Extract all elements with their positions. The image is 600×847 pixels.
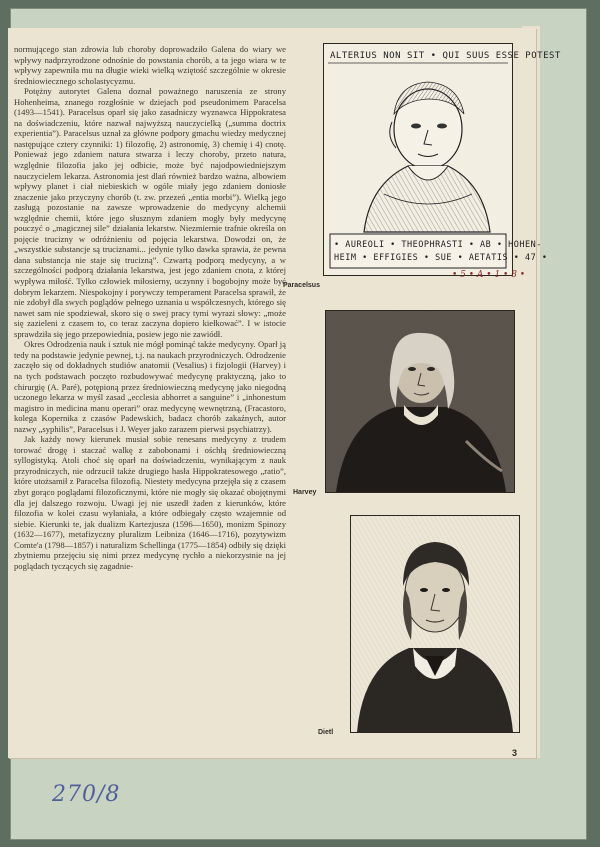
handwritten-inventory-number: 270/8 <box>52 782 121 807</box>
paracelsus-bottom-inscription-1: • AUREOLI • THEOPHRASTI • AB • HOHEN- <box>334 240 542 250</box>
paracelsus-date-mark: • 5 • A • 1 • 8 • <box>452 270 526 280</box>
article-paragraph: Jak każdy nowy kierunek musiał sobie renesans medycyny z trudem torować drogę i staczać walkę z zabobonami i ośchłą średniowieczną syllogistyką. Atoli choć się oparł na doświadczeniu, wynikającym z nauk przyrodniczych, nie odrzucił także drugiego hasła Hippokratesowego „ratio”, które utożsamił z Paracelsa filozofią. Niestety medycyna przejęła się z czasem zbyt gorąco poglądami filozoficznymi, które nie mogły się okazać obojętnymi dla jej dalszego rozwoju. Uwagi jej nie uszedł żaden z kierunków, które filozofia w kolei czasu wyłaniała, a które odbiegały często wzajemnie od siebie. Kierunki te, jak dualizm Kartezjusza (1596—1650), monizm Spinozy (1632—1677), metafizyczny pluralizm Leibniza (1646—1716), pozytywizm Comte'a (1798—1857) i naturalizm Schellinga (1775—1854) odbiły się dzięki zbytniemu przejęciu się nimi przez medycynę rychło a niekorzystnie na jej poglądach tyczących się zagadnie- <box>14 434 286 571</box>
paracelsus-caption: Paracelsus <box>283 282 320 289</box>
paracelsus-bottom-inscription-2: HEIM • EFFIGIES • SUE • AETATIS • 47 • <box>334 253 548 263</box>
article-paragraph: Okres Odrodzenia nauk i sztuk nie mógł pominąć także medycyny. Oparł ją tedy na podstawie jedynie pewnej, t.j. na naukach przyrodniczych. Odrodzenie zaczęło się od dokładnych studiów anatomii (Vesalius) i fizjologii (Harvey) i na tych podstawach poczęto rozbudowywać medycynę praktyczną, jako to chirurgię (A. Paré), potępioną przez średniowieczną medycynę jako niegodną uczonego lekarza w myśl zasad „ecclesia abhorret a sanguine” i „inhonestum magistro in medicina manu operari” oraz medycynę wewnętrzną, (Fracastoro, kolega Kopernika z czasów Padewskich, badacz chorób zakaźnych, autor nazwy „syphilis”, Paracelsus i J. Weyer jako zarazem pierwsi psychiatrzy). <box>14 339 286 434</box>
page-number: 3 <box>512 748 518 758</box>
dietl-engraving <box>351 516 519 732</box>
harvey-portrait <box>325 310 515 493</box>
article-column <box>14 44 286 748</box>
article-paragraph: normującego stan zdrowia lub choroby doprowadziło Galena do wiary we wpływy nadprzyrodzone odnośnie do powstania chorób, a ta jego wiara w te wpływy zapewniła mu na długie wieki wielką wziętość szczególnie w okresie średniowiecznego scholastycyzmu. <box>14 44 286 86</box>
dietl-portrait <box>350 515 520 733</box>
harvey-caption: Harvey <box>293 489 317 496</box>
dietl-caption: Dietl <box>318 729 334 736</box>
harvey-engraving <box>326 311 514 492</box>
article-paragraph: Potężny autorytet Galena doznał poważnego naruszenia ze strony Hohenheima, znanego rozgłośnie w dziejach pod pseudonimem Paracelsa (1493—1541). Paracelsus oparł się jako zasadniczy wyznawca Hippokratesa na doświadczeniu, które nazwał najwyższą nauczycielką („summa doctrix experientia”). Paracelsus uznał za główne podpory gmachu wiedzy medycznej następujące cztery czynniki: 1) filozofię, 2) astronomię, 3) chemię i 4) cnotę. Ponieważ jego zdaniem natura stwarza i leczy choroby, przeto natura, względnie filozofia jako jej odbicie, może być najodpowiedniejszym nauczycielem lekarza. Astronomia jest dlań również bardzo ważna, albowiem wpływy planet i ciał niebieskich w ogóle miały jego zdaniem doniosłe znaczenie jako przyczyny chorób (t. zw. przezeń „entia morbi”). Wielką jego zasługą pozostanie na zawsze wprowadzenie do medycyny alchemii względnie chemii, które jego słusznym zdaniem mogły były medycynę pouczyć o „magicznej sile” działania lekarstw. Niezmiernie trafnie określa on pojęcie trucizny w odróżnieniu od pojęcia lekarstwa. Dowodzi on, że „wszystkie substancje są truciznami... jedynie tylko dawka sprawia, że pewna dana substancja nie staje się trucizną”. Czwartą podporą medycyny, a w szczególności podporą działania lekarstwa, jest jego zdaniem cnota, z której wypływa miłość. Tylko człowiek miłosierny, uczynny i bogobojny może być dobrym lekarzem. Niespokojny i porywczy temperament Paracelsa sprawił, że nie zdobył dla swych poglądów pełnego uznania u współczesnych, którego się nawet sam nie spodziewał, skoro się o swej pracy tymi wyrazi słowy: „może się zazieleni z czasem to, co teraz zaczyna dopiero kiełkować”. I w istocie sprawdziła się jego przepowiednia, posiew jego nie zawiódł. <box>14 86 286 339</box>
paracelsus-top-inscription: ALTERIUS NON SIT • QUI SUUS ESSE POTEST <box>330 51 561 61</box>
